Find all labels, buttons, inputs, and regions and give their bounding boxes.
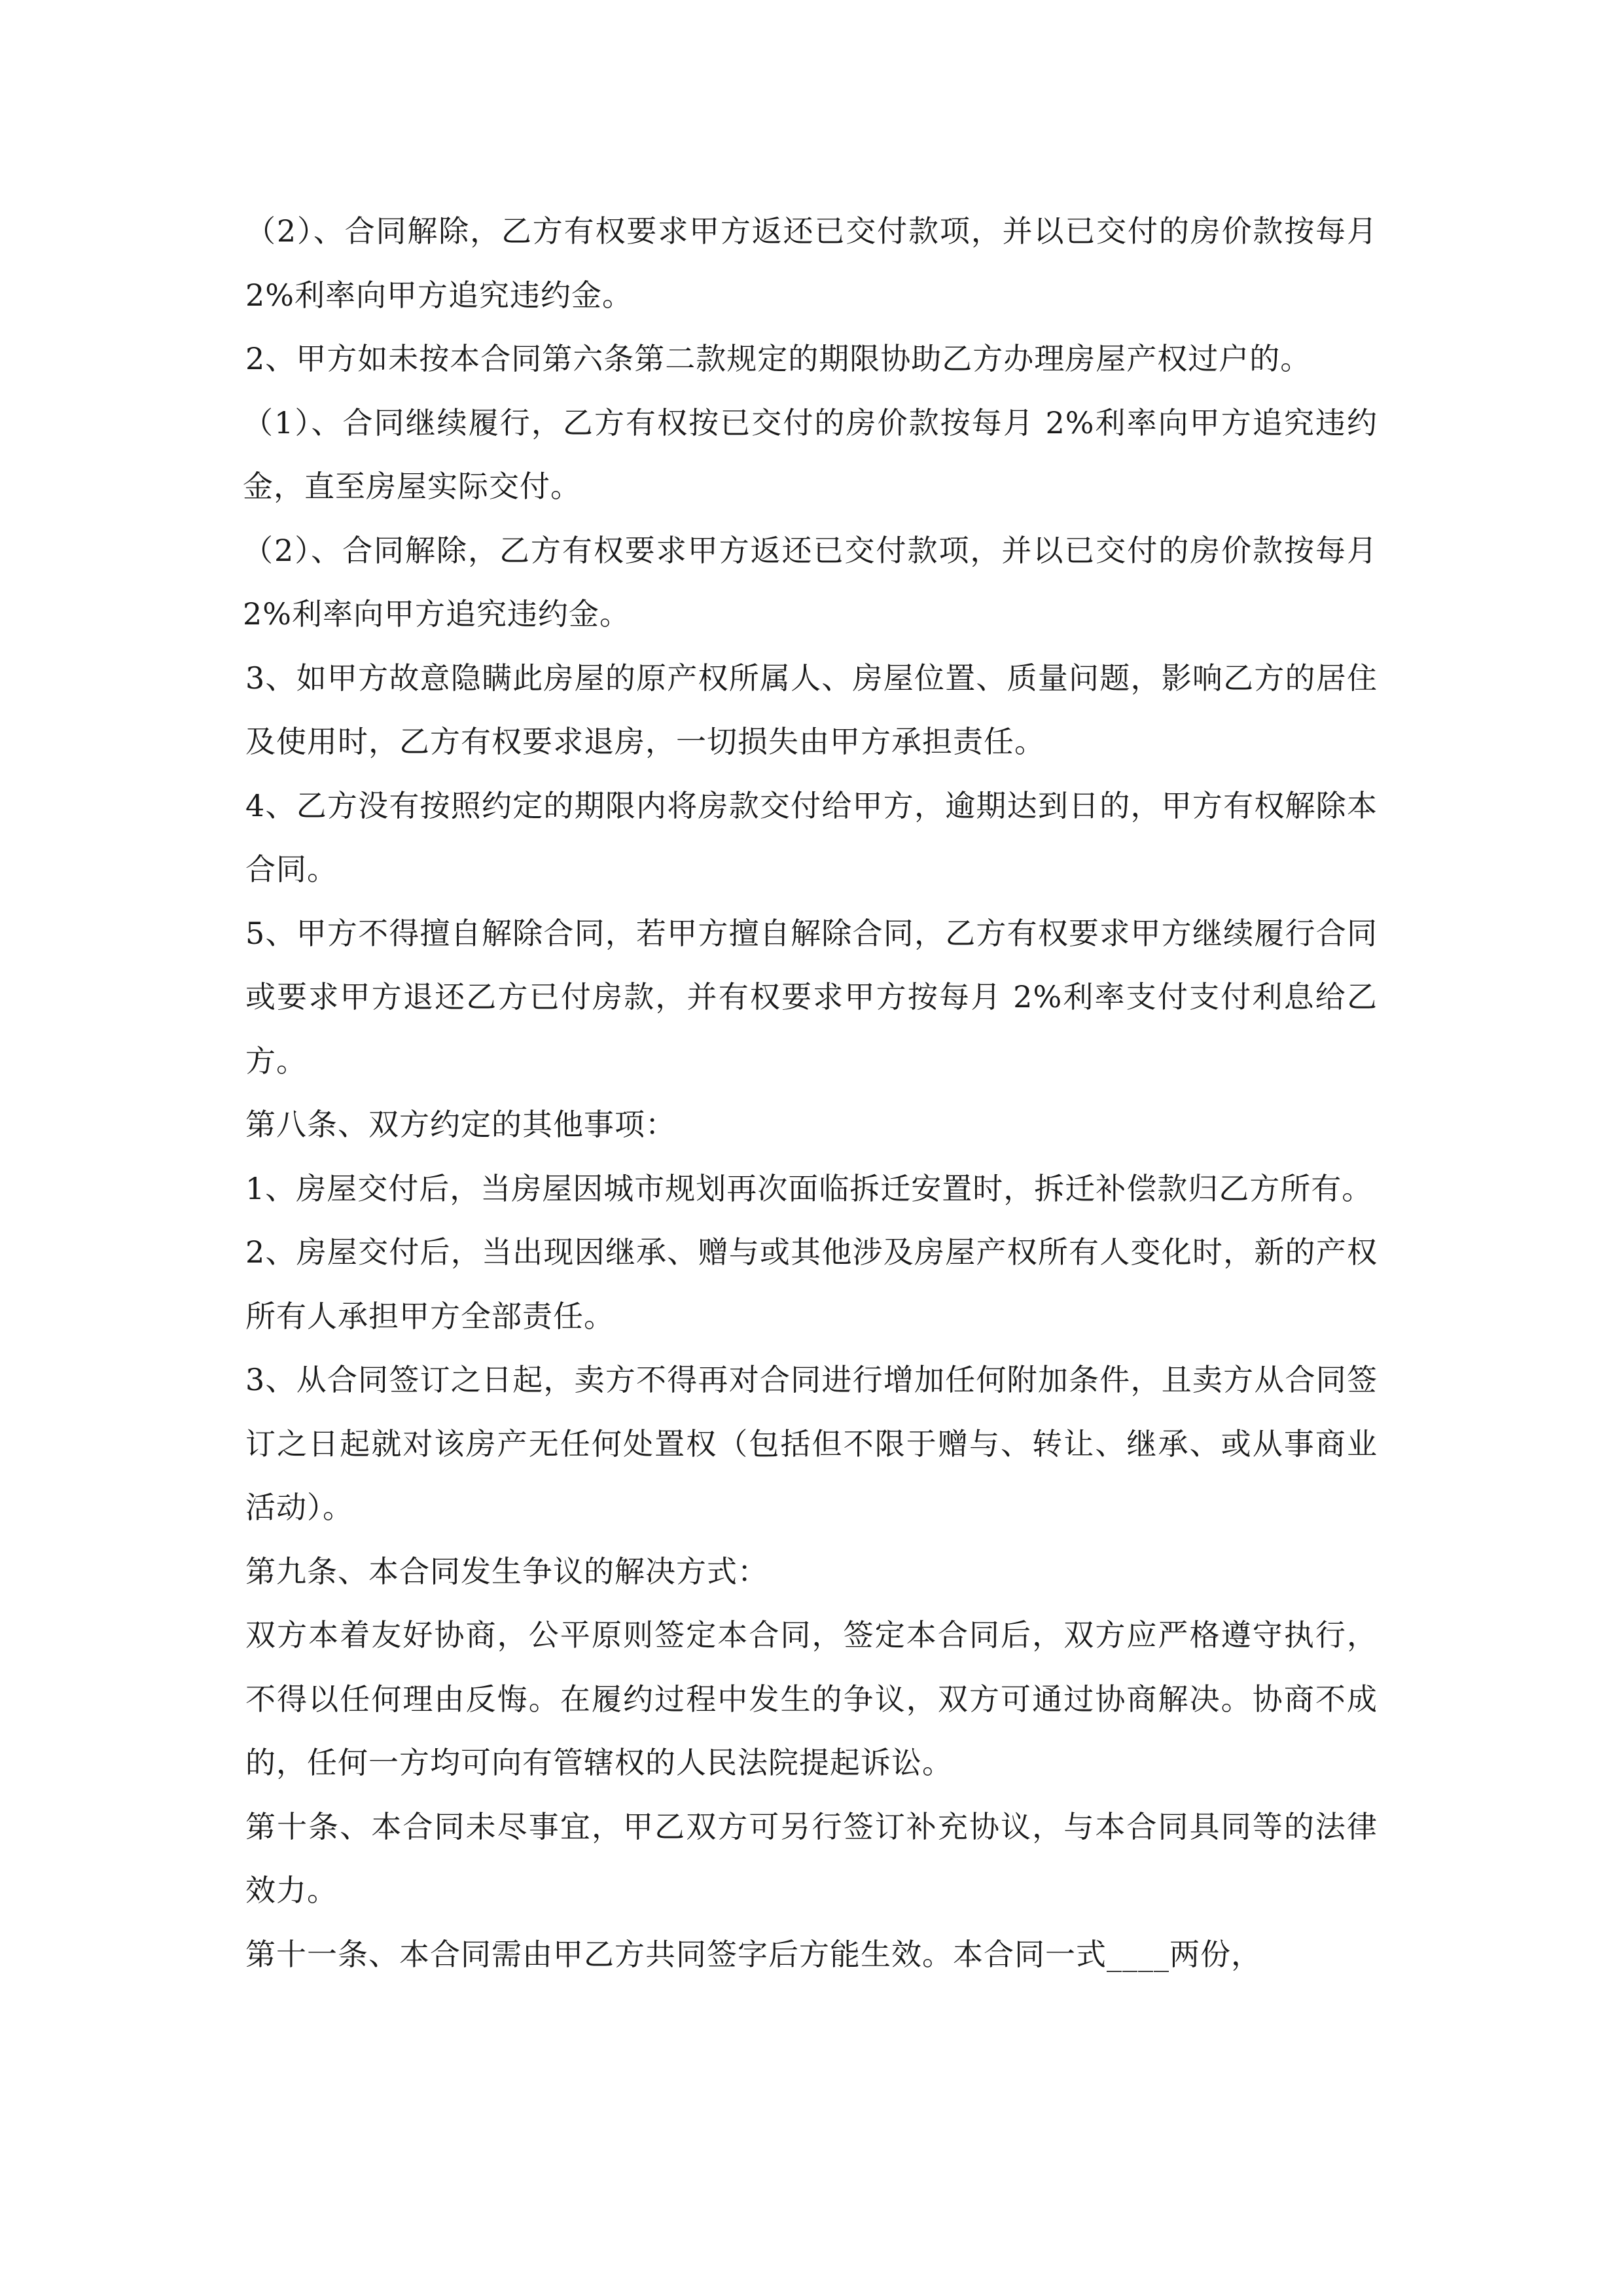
clause-7-3-paragraph: 3、如甲方故意隐瞒此房屋的原产权所属人、房屋位置、质量问题，影响乙方的居住及使用时，乙方有权要求退房，一切损失由甲方承担责任。 xyxy=(245,660,1378,759)
article-11-paragraph: 第十一条、本合同需由甲乙方共同签字后方能生效。本合同一式____两份， xyxy=(245,1936,1262,1972)
article-10-paragraph: 第十条、本合同未尽事宜，甲乙双方可另行签订补充协议，与本合同具同等的法律效力。 xyxy=(245,1808,1378,1908)
article-8-heading: 第八条、双方约定的其他事项： xyxy=(245,1107,676,1142)
clause-8-2-paragraph: 2、房屋交付后，当出现因继承、赠与或其他涉及房屋产权所有人变化时，新的产权所有人承担甲方全部责任。 xyxy=(245,1234,1378,1334)
clause-7-4-paragraph: 4、乙方没有按照约定的期限内将房款交付给甲方，逾期达到日的，甲方有权解除本合同。 xyxy=(245,787,1378,887)
article-9-body: 双方本着友好协商，公平原则签定本合同，签定本合同后，双方应严格遵守执行，不得以任何理由反悔。在履约过程中发生的争议，双方可通过协商解决。协商不成的，任何一方均可向有管辖权的人民法院提起诉讼。 xyxy=(245,1617,1378,1780)
clause-7-1-2-paragraph: （2）、合同解除，乙方有权要求甲方返还已交付款项，并以已交付的房价款按每月 2%利率向甲方追究违约金。 xyxy=(245,213,1378,313)
clause-7-2-2-paragraph: （2）、合同解除，乙方有权要求甲方返还已交付款项，并以已交付的房价款按每月 2%利率向甲方追究违约金。 xyxy=(243,532,1378,632)
clause-7-5-paragraph: 5、甲方不得擅自解除合同，若甲方擅自解除合同，乙方有权要求甲方继续履行合同或要求甲方退还乙方已付房款，并有权要求甲方按每月 2%利率支付支付利息给乙方。 xyxy=(245,915,1378,1079)
clause-7-2-paragraph: 2、甲方如未按本合同第六条第二款规定的期限协助乙方办理房屋产权过户的。 xyxy=(245,341,1311,376)
clause-8-1-paragraph: 1、房屋交付后，当房屋因城市规划再次面临拆迁安置时，拆迁补偿款归乙方所有。 xyxy=(245,1170,1373,1206)
clause-8-3-paragraph: 3、从合同签订之日起，卖方不得再对合同进行增加任何附加条件，且卖方从合同签订之日起就对该房产无任何处置权（包括但不限于赠与、转让、继承、或从事商业活动）。 xyxy=(245,1362,1378,1525)
clause-7-2-1-paragraph: （1）、合同继续履行，乙方有权按已交付的房价款按每月 2%利率向甲方追究违约金，直至房屋实际交付。 xyxy=(243,404,1378,504)
document-page xyxy=(245,200,1378,1986)
article-9-heading: 第九条、本合同发生争议的解决方式： xyxy=(245,1553,768,1589)
